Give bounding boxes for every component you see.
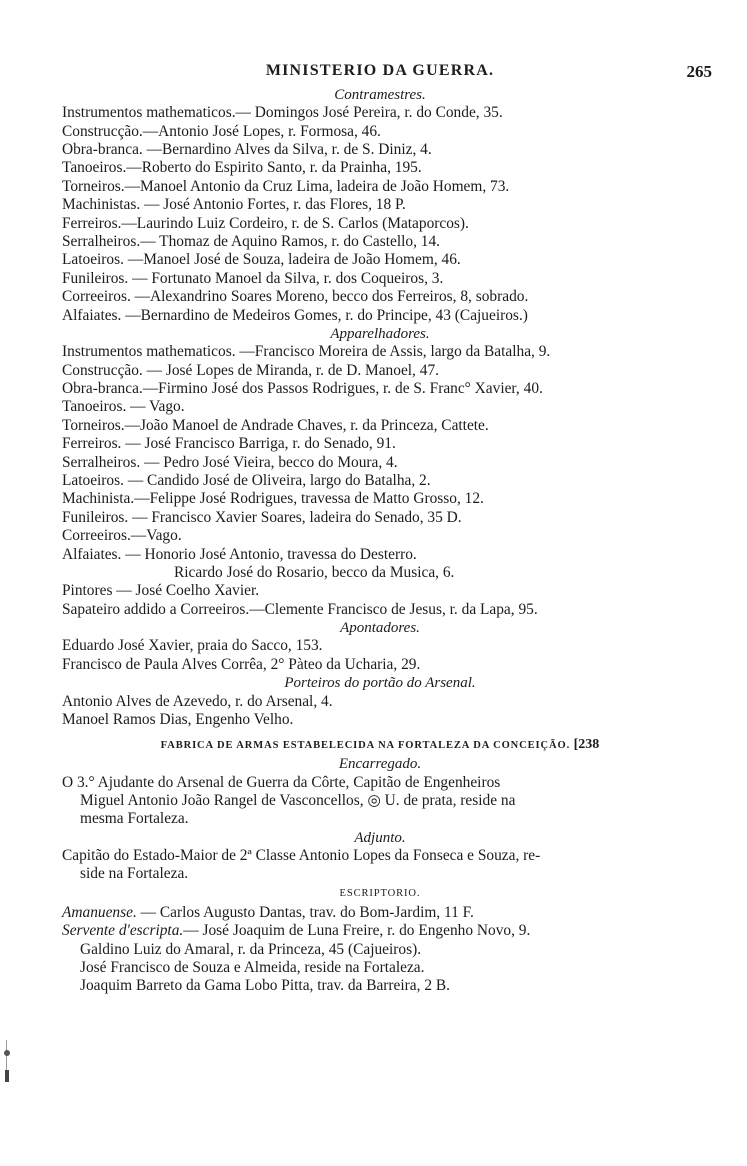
role-label: Servente d'escripta. (62, 922, 184, 940)
list-item: Torneiros.—João Manoel de Andrade Chaves, r. da Princeza, Cattete. (62, 416, 489, 434)
list-item: Latoeiros. — Candido José de Oliveira, largo do Batalha, 2. (62, 472, 431, 490)
list-item: Joaquim Barreto da Gama Lobo Pitta, trav. da Barreira, 2 B. (80, 977, 450, 995)
list-item: Correeiros.—Vago. (62, 527, 182, 545)
list-item: Instrumentos mathematicos.— Domingos José Pereira, r. do Conde, 35. (62, 104, 503, 122)
list-item: José Francisco de Souza e Almeida, reside na Fortaleza. (80, 959, 425, 977)
list-item: Obra-branca.—Firmino José dos Passos Rodrigues, r. de S. Franc° Xavier, 40. (62, 380, 543, 398)
list-item: Alfaiates. — Honorio José Antonio, travessa do Desterro. (62, 545, 417, 563)
margin-bar (5, 1070, 9, 1082)
section-heading-adjunto: Adjunto. (354, 829, 406, 846)
list-item: Instrumentos mathematicos. —Francisco Moreira de Assis, largo da Batalha, 9. (62, 343, 551, 361)
escriptorio-list (62, 904, 698, 996)
section-heading-apparelhadores: Apparelhadores. (330, 325, 430, 342)
porteiros-list (62, 693, 698, 730)
document-page (62, 62, 712, 996)
fabrica-number: [238 (573, 737, 600, 753)
list-item: Alfaiates. —Bernardino de Medeiros Gomes, r. do Principe, 43 (Cajueiros.) (62, 306, 528, 324)
contramestres-list (62, 104, 698, 325)
apontadores-list (62, 637, 698, 674)
paragraph-line: Capitão do Estado-Maior de 2ª Classe Antonio Lopes da Fonseca e Souza, re- (62, 847, 541, 865)
list-item: Pintores — José Coelho Xavier. (62, 582, 260, 600)
list-item: Galdino Luiz do Amaral, r. da Princeza, 45 (Cajueiros). (80, 940, 422, 958)
list-item: Francisco de Paula Alves Corrêa, 2° Pàteo da Ucharia, 29. (62, 655, 421, 673)
paragraph-line: Miguel Antonio João Rangel de Vasconcellos, ◎ U. de prata, reside na (80, 791, 516, 809)
list-item: Sapateiro addido a Correeiros.—Clemente Francisco de Jesus, r. da Lapa, 95. (62, 600, 538, 618)
section-heading-escriptorio: ESCRIPTORIO. (339, 887, 421, 899)
page-header (62, 62, 712, 86)
role-text: — Carlos Augusto Dantas, trav. do Bom-Jardim, 11 F. (136, 903, 474, 921)
paragraph-line: side na Fortaleza. (80, 865, 189, 883)
fabrica-title: FABRICA DE ARMAS ESTABELECIDA NA FORTALEZA DA CONCEIÇÃO. (160, 740, 571, 752)
role-text: — José Joaquim de Luna Freire, r. do Engenho Novo, 9. (183, 922, 531, 940)
list-item: Manoel Ramos Dias, Engenho Velho. (62, 710, 294, 728)
list-item: Construcção.—Antonio José Lopes, r. Formosa, 46. (62, 122, 381, 140)
encarregado-paragraph (62, 774, 698, 829)
adjunto-paragraph (62, 847, 698, 884)
list-item: Construcção. — José Lopes de Miranda, r. de D. Manoel, 47. (62, 361, 439, 379)
list-item: Ricardo José do Rosario, becco da Musica, 6. (174, 563, 455, 581)
list-item: Eduardo José Xavier, praia do Sacco, 153. (62, 637, 323, 655)
list-item: Latoeiros. —Manoel José de Souza, ladeira de João Homem, 46. (62, 251, 461, 269)
list-item: Machinistas. — José Antonio Fortes, r. das Flores, 18 P. (62, 196, 406, 214)
list-item: Machinista.—Felippe José Rodrigues, travessa de Matto Grosso, 12. (62, 490, 484, 508)
list-item: Serralheiros. — Pedro José Vieira, becco do Moura, 4. (62, 453, 398, 471)
page-number: 265 (686, 62, 712, 81)
section-heading-apontadores: Apontadores. (340, 620, 420, 637)
list-item: Ferreiros. — José Francisco Barriga, r. do Senado, 91. (62, 435, 396, 453)
list-item: Tanoeiros. — Vago. (62, 398, 185, 416)
list-item: Obra-branca. —Bernardino Alves da Silva, r. de S. Diniz, 4. (62, 141, 432, 159)
section-heading-encarregado: Encarregado. (338, 756, 422, 773)
list-item: Antonio Alves de Azevedo, r. do Arsenal, 4. (62, 692, 333, 710)
list-item (62, 922, 698, 940)
page-title: MINISTERIO DA GUERRA. (265, 62, 495, 79)
section-heading-porteiros: Porteiros do portão do Arsenal. (284, 675, 476, 692)
apparelhadores-list (62, 343, 698, 619)
section-heading-contramestres: Contramestres. (334, 87, 426, 103)
role-label: Amanuense. (62, 903, 137, 921)
list-item: Tanoeiros.—Roberto do Espirito Santo, r. da Prainha, 195. (62, 159, 422, 177)
paragraph-line: mesma Fortaleza. (80, 810, 189, 828)
list-item: Funileiros. — Fortunato Manoel da Silva, r. dos Coqueiros, 3. (62, 269, 444, 287)
section-heading-fabrica (62, 735, 698, 755)
list-item: Torneiros.—Manoel Antonio da Cruz Lima, ladeira de João Homem, 73. (62, 177, 510, 195)
list-item (62, 904, 698, 922)
paragraph-line: O 3.° Ajudante do Arsenal de Guerra da Côrte, Capitão de Engenheiros (62, 773, 501, 791)
list-item: Correeiros. —Alexandrino Soares Moreno, becco dos Ferreiros, 8, sobrado. (62, 288, 529, 306)
margin-dot (4, 1050, 10, 1056)
list-item: Serralheiros.— Thomaz de Aquino Ramos, r. do Castello, 14. (62, 233, 441, 251)
list-item: Funileiros. — Francisco Xavier Soares, ladeira do Senado, 35 D. (62, 508, 462, 526)
list-item: Ferreiros.—Laurindo Luiz Cordeiro, r. de S. Carlos (Mataporcos). (62, 214, 469, 232)
